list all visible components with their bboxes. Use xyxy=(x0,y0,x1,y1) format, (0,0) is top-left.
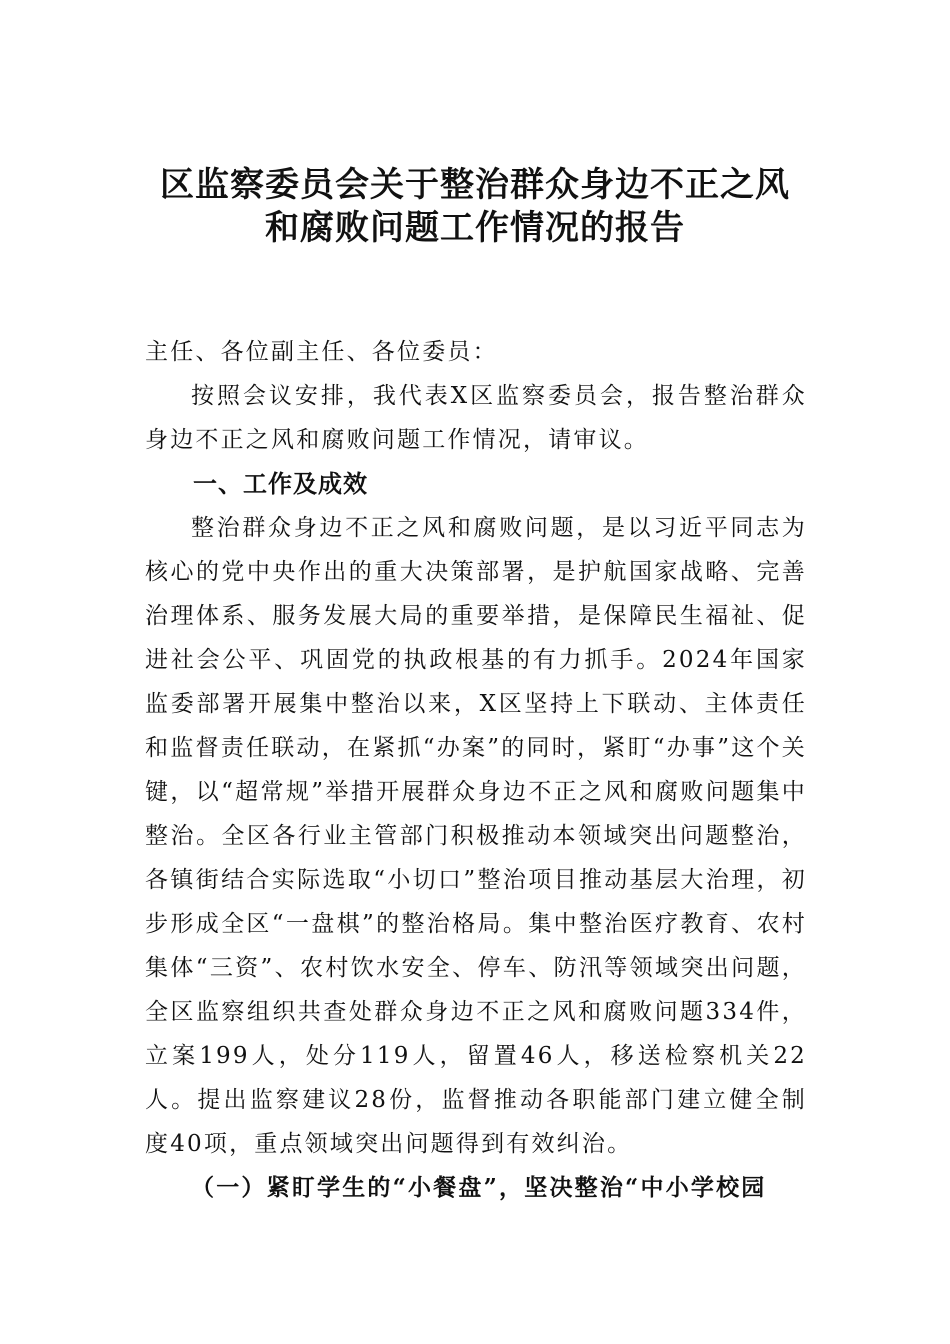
report-body xyxy=(145,330,807,1210)
section-heading-work-results: 一、工作及成效 xyxy=(193,470,368,498)
subsection-heading-1: （一）紧盯学生的“小餐盘”，坚决整治“中小学校园 xyxy=(191,1174,767,1201)
report-title-line-2: 和腐败问题工作情况的报告 xyxy=(265,208,685,248)
salutation: 主任、各位副主任、各位委员： xyxy=(145,339,498,365)
report-title-line-1: 区监察委员会关于整治群众身边不正之风 xyxy=(160,165,790,205)
section-paragraph: 整治群众身边不正之风和腐败问题，是以习近平同志为核心的党中央作出的重大决策部署，是护航国家战略、完善治理体系、服务发展大局的重要举措，是保障民生福祉、促进社会公平、巩固党的执政根基的有力抓手。2024年国家监委部署开展集中整治以来，X区坚持上下联动、主体责任和监督责任联动，在紧抓“办案”的同时，紧盯“办事”这个关键，以“超常规”举措开展群众身边不正之风和腐败问题集中整治。全区各行业主管部门积极推动本领域突出问题整治，各镇街结合实际选取“小切口”整治项目推动基层大治理，初步形成全区“一盘棋”的整治格局。集中整治医疗教育、农村集体“三资”、农村饮水安全、停车、防汛等领域突出问题，全区监察组织共查处群众身边不正之风和腐败问题334件，立案199人，处分119人，留置46人，移送检察机关22人。提出监察建议28份，监督推动各职能部门建立健全制度40项，重点领域突出问题得到有效纠治。 xyxy=(145,515,807,1157)
intro-paragraph: 按照会议安排，我代表X区监察委员会，报告整治群众身边不正之风和腐败问题工作情况，请审议。 xyxy=(145,383,807,453)
